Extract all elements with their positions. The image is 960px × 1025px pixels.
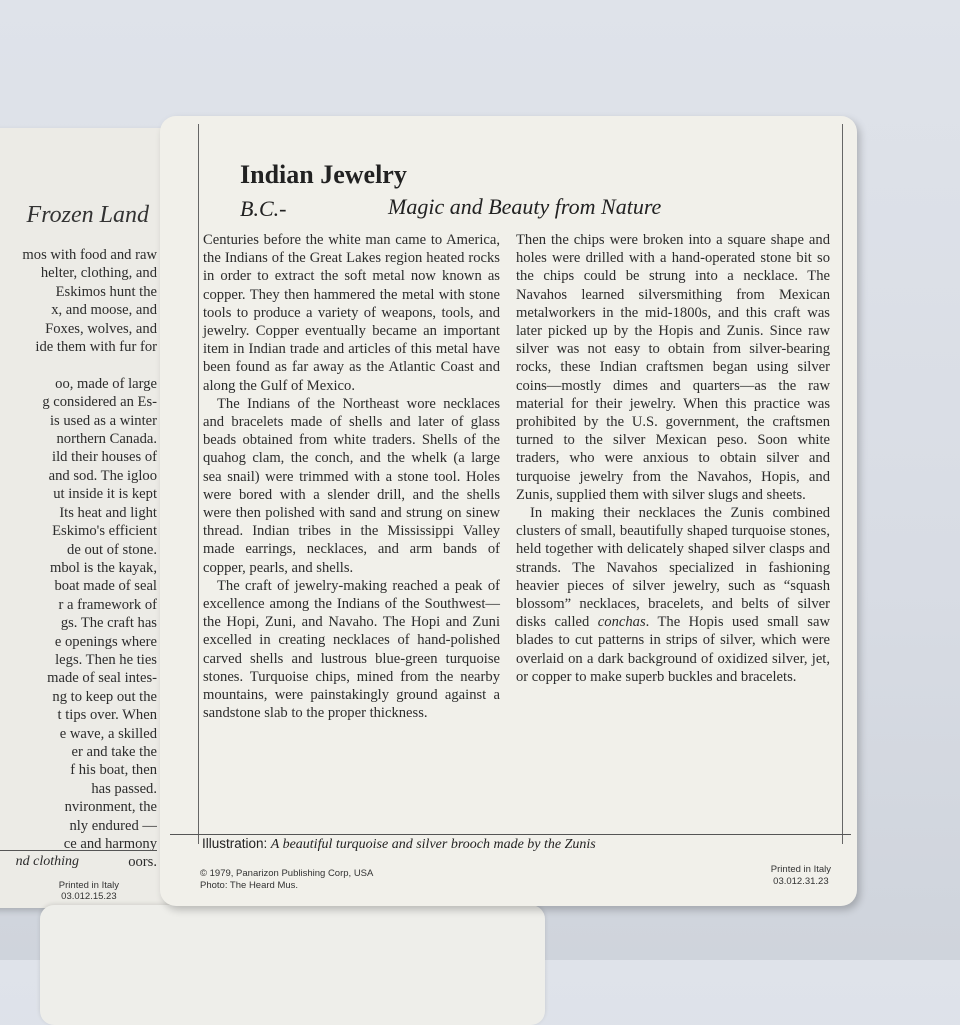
left-card-line: de out of stone. xyxy=(67,541,157,558)
paragraph: The Indians of the Northeast wore necklaces and bracelets made of shells and later of glass beads obtained from white traders. Shells of the quahog clam, the conch, and the whelk (a large sea snail) were trimmed with a stone tool. Holes were bored with a slender drill, and the shells were then polished with sand and strung on sinew thread. Indian tribes in the Mississippi Valley made earrings, necklaces, and arm bands of copper, pearls, and shells. xyxy=(203,395,500,576)
adjacent-card-left xyxy=(0,128,185,908)
left-card-line: oors. xyxy=(128,854,157,871)
left-card-body xyxy=(0,246,157,872)
left-card-line: oo, made of large xyxy=(55,375,157,392)
illustration-caption xyxy=(202,836,596,853)
main-card xyxy=(160,116,857,906)
left-card-line: e wave, a skilled xyxy=(59,725,157,742)
left-card-code: 03.012.15.23 xyxy=(61,891,117,902)
left-card-line: nvironment, the xyxy=(64,799,157,816)
left-card-line: and sod. The igloo xyxy=(48,467,157,484)
left-card-caption: nd clothing xyxy=(15,854,79,869)
left-printed-label: Printed in Italy xyxy=(58,880,119,891)
left-card-line: e openings where xyxy=(54,633,157,650)
left-card-line: ide them with fur for xyxy=(35,339,157,356)
card-code: 03.012.31.23 xyxy=(773,876,829,887)
paragraph: The craft of jewelry-making reached a peak of excellence among the Indians of the Southwest—the Hopi, Zuni, and Navaho. The Hopi and Zuni excelled in creating necklaces of hand-polished carved shells and lustrous blue-green turquoise stones. Turquoise chips, mined from the nearby mountains, were painstakingly ground against a sandstone slab to the proper thickness. xyxy=(203,577,500,722)
left-card-line: ce and harmony xyxy=(63,836,157,852)
left-card-title: Frozen Land xyxy=(26,202,149,228)
left-card-line: mbol is the kayak, xyxy=(49,559,157,576)
left-card-line: r a framework of xyxy=(58,596,157,613)
copyright-text: © 1979, Panarizon Publishing Corp, USA xyxy=(200,868,374,879)
illustration-label: Illustration: xyxy=(202,836,268,851)
text-column-1 xyxy=(203,231,500,722)
paragraph-text: In making their necklaces the Zunis combined clusters of small, beautifully shaped turquoise stones, held together with delicately shaped silver clasps and strands. The Navahos specialized in fashioning heavier pieces of silver jewelry, such as “squash blossom” necklaces, bracelets, and belts of silver disks called xyxy=(516,505,830,631)
left-card-line: Its heat and light xyxy=(59,504,157,521)
left-card-rule xyxy=(0,850,157,851)
card-title: Indian Jewelry xyxy=(240,160,407,189)
paragraph xyxy=(516,504,830,686)
card-era: B.C.- xyxy=(240,196,287,221)
copyright-block xyxy=(200,868,373,892)
left-card-line: er and take the xyxy=(71,743,157,760)
italic-term: conchas xyxy=(597,614,646,631)
left-card-line: boat made of seal xyxy=(54,578,157,595)
left-card-line: f his boat, then xyxy=(70,762,157,779)
left-card-line: Eskimos hunt the xyxy=(55,283,157,300)
paragraph: Then the chips were broken into a square shape and holes were drilled with a hand-operated stone bit so the chips could be strung into a necklace. The Navahos learned silversmithing from Mexican metalworkers in the mid-1800s, and this craft was later picked up by the Hopis and Zunis. Since raw silver was not easy to obtain from silver-bearing rocks, these Indian craftsmen began using silver coins—mostly dimes and quarters—as the raw material for their jewelry. When this practice was prohibited by the U.S. government, the craftsmen turned to the silver Mexican peso. Soon white traders, who were anxious to obtain silver and turquoise jewelry from the Navahos, Hopis, and Zunis, supplied them with silver slugs and sheets. xyxy=(516,232,830,503)
left-card-line: has passed. xyxy=(91,780,157,797)
paragraph-text: . The Hopis used small saw blades to cut patterns in strips of silver, which were overlaid on a dark background of oxidized silver, jet, or copper to make superb buckles and bracelets. xyxy=(516,614,830,685)
left-card-line: x, and moose, and xyxy=(51,302,157,319)
left-card-line: helter, clothing, and xyxy=(40,265,157,282)
caption-rule xyxy=(170,834,851,835)
printed-block xyxy=(771,864,831,888)
left-card-line: northern Canada. xyxy=(56,431,157,448)
photo-credit: Photo: The Heard Mus. xyxy=(200,880,299,891)
left-card-printed xyxy=(59,880,119,902)
printed-label: Printed in Italy xyxy=(770,864,831,875)
paragraph: Centuries before the white man came to America, the Indians of the Great Lakes region heated rocks in order to extract the soft metal now known as copper. They then hammered the metal with stone tools to produce a variety of weapons, tools, and jewelry. Copper eventually became an important item in Indian trade and articles of this metal have been found as far away as the Atlantic Coast and along the Gulf of Mexico. xyxy=(203,232,500,394)
card-subtitle: Magic and Beauty from Nature xyxy=(388,194,662,219)
left-card-line: nly endured — xyxy=(69,817,157,834)
text-column-2 xyxy=(516,231,830,686)
left-card-line: made of seal intes- xyxy=(47,670,157,687)
left-card-line xyxy=(0,356,157,374)
illustration-text: A beautiful turquoise and silver brooch made by the Zunis xyxy=(270,837,596,852)
left-card-line: is used as a winter xyxy=(50,412,157,429)
left-card-line: ut inside it is kept xyxy=(53,486,157,503)
left-card-line: Foxes, wolves, and xyxy=(45,320,157,337)
left-card-line: g considered an Es- xyxy=(42,394,157,411)
left-card-line: legs. Then he ties xyxy=(55,651,157,668)
left-card-line: t tips over. When xyxy=(57,707,157,724)
left-card-line: gs. The craft has xyxy=(60,615,157,632)
left-card-line: mos with food and raw xyxy=(22,247,157,263)
adjacent-card-bottom xyxy=(40,905,545,1025)
left-card-line: ng to keep out the xyxy=(52,688,157,705)
left-card-line: Eskimo's efficient xyxy=(52,523,157,540)
left-card-line: ild their houses of xyxy=(52,449,157,466)
